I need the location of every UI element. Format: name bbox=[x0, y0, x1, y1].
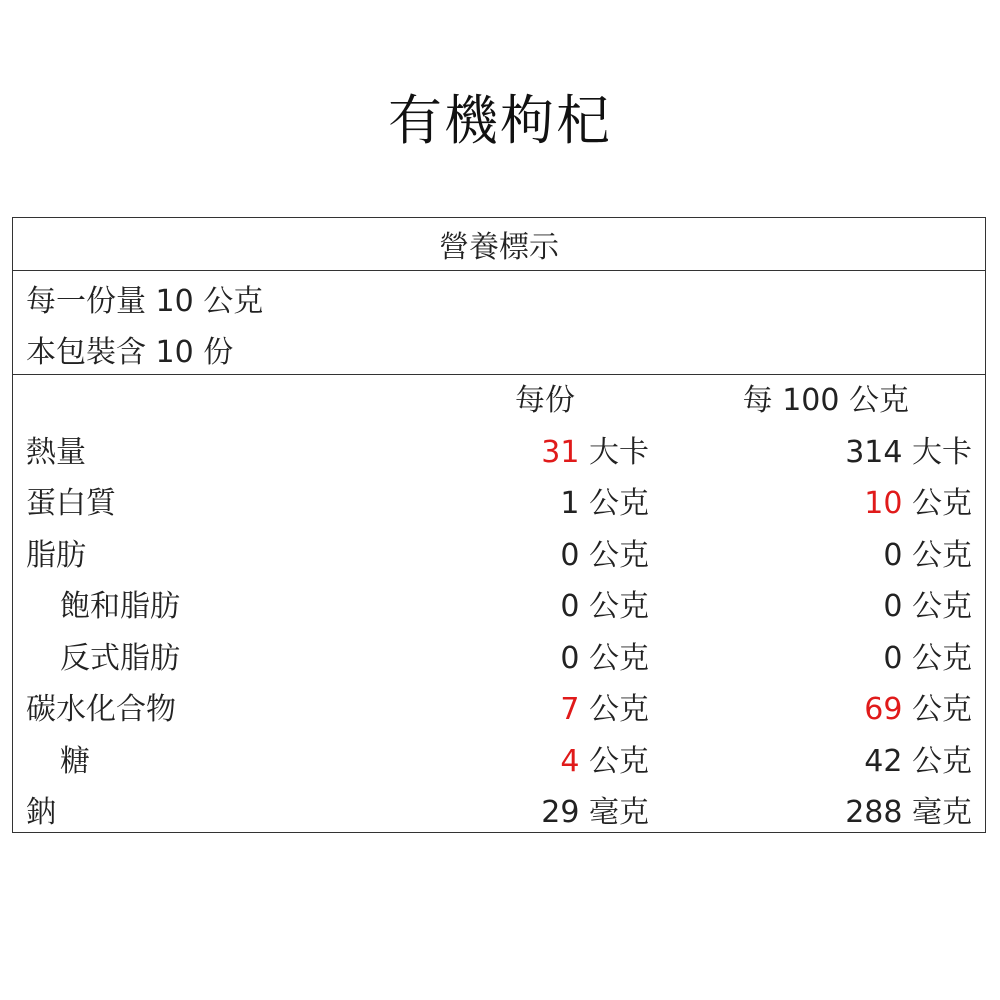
per-serving-cell bbox=[560, 581, 649, 633]
per-100g-cell bbox=[864, 478, 972, 530]
per-100g-unit: 公克 bbox=[902, 589, 972, 624]
nutrient-name: 脂肪 bbox=[26, 537, 86, 573]
per-serving-unit: 公克 bbox=[579, 692, 649, 727]
per-serving-value: 29 bbox=[541, 795, 580, 830]
per-serving-value: 4 bbox=[560, 743, 580, 779]
per-100g-value: 10 bbox=[864, 486, 903, 521]
per-serving-cell bbox=[560, 736, 649, 788]
per-serving-cell bbox=[560, 530, 649, 582]
per-100g-cell bbox=[845, 427, 972, 479]
per-100g-value: 69 bbox=[864, 692, 903, 727]
column-header-per-serving: 每份 bbox=[515, 383, 575, 418]
nutrient-row-protein bbox=[13, 478, 985, 530]
per-serving-cell bbox=[560, 478, 649, 530]
per-100g-unit: 公克 bbox=[902, 486, 972, 521]
per-100g-cell bbox=[883, 633, 972, 685]
per-100g-unit: 大卡 bbox=[902, 434, 972, 470]
per-100g-cell bbox=[864, 736, 972, 788]
column-header-row bbox=[13, 375, 985, 427]
per-100g-value: 42 bbox=[864, 743, 903, 779]
per-serving-value: 7 bbox=[560, 692, 580, 727]
per-100g-unit: 毫克 bbox=[902, 795, 972, 830]
nutrient-row-trans-fat bbox=[13, 633, 985, 685]
nutrient-name: 反式脂肪 bbox=[60, 640, 180, 676]
per-serving-value: 31 bbox=[541, 434, 580, 470]
nutrient-name: 鈉 bbox=[26, 795, 56, 830]
per-serving-unit: 公克 bbox=[579, 589, 649, 624]
per-serving-value: 1 bbox=[560, 486, 580, 521]
nutrient-row-carbohydrate bbox=[13, 684, 985, 736]
nutrient-row-calories bbox=[13, 427, 985, 479]
per-serving-value: 0 bbox=[560, 537, 580, 573]
nutrition-facts-panel bbox=[12, 217, 986, 833]
nutrient-name: 碳水化合物 bbox=[26, 692, 176, 727]
per-100g-unit: 公克 bbox=[902, 743, 972, 779]
per-100g-cell bbox=[883, 581, 972, 633]
per-100g-unit: 公克 bbox=[902, 640, 972, 676]
product-title: 有機枸杞 bbox=[388, 89, 612, 152]
per-100g-cell bbox=[883, 530, 972, 582]
nutrient-name: 飽和脂肪 bbox=[60, 589, 180, 624]
nutrient-row-sodium bbox=[13, 787, 985, 839]
nutrition-heading: 營養標示 bbox=[13, 218, 985, 271]
nutrient-name: 蛋白質 bbox=[26, 486, 116, 521]
per-100g-unit: 公克 bbox=[902, 537, 972, 573]
per-serving-unit: 公克 bbox=[579, 640, 649, 676]
column-header-per-100g: 每 100 公克 bbox=[742, 383, 909, 418]
per-serving-value: 0 bbox=[560, 640, 580, 676]
per-serving-value: 0 bbox=[560, 589, 580, 624]
per-serving-unit: 毫克 bbox=[579, 795, 649, 830]
per-serving-unit: 公克 bbox=[579, 537, 649, 573]
per-serving-unit: 公克 bbox=[579, 743, 649, 779]
per-100g-value: 0 bbox=[883, 589, 903, 624]
per-serving-unit: 大卡 bbox=[579, 434, 649, 470]
per-serving-cell bbox=[541, 787, 649, 839]
nutrient-row-fat bbox=[13, 530, 985, 582]
servings-per-package: 本包裝含 10 份 bbox=[26, 335, 234, 370]
per-100g-cell bbox=[845, 787, 972, 839]
nutrient-row-sugar bbox=[13, 736, 985, 788]
serving-info bbox=[13, 271, 985, 375]
per-100g-value: 314 bbox=[845, 434, 903, 470]
per-serving-cell bbox=[560, 684, 649, 736]
per-100g-value: 0 bbox=[883, 537, 903, 573]
per-100g-unit: 公克 bbox=[902, 692, 972, 727]
nutrient-name: 熱量 bbox=[26, 434, 86, 470]
per-serving-unit: 公克 bbox=[579, 486, 649, 521]
per-serving-cell bbox=[560, 633, 649, 685]
per-100g-cell bbox=[864, 684, 972, 736]
serving-size: 每一份量 10 公克 bbox=[26, 284, 264, 319]
per-serving-cell bbox=[541, 427, 649, 479]
per-100g-value: 288 bbox=[845, 795, 903, 830]
nutrient-name: 糖 bbox=[60, 743, 90, 779]
per-100g-value: 0 bbox=[883, 640, 903, 676]
nutrient-row-saturated-fat bbox=[13, 581, 985, 633]
